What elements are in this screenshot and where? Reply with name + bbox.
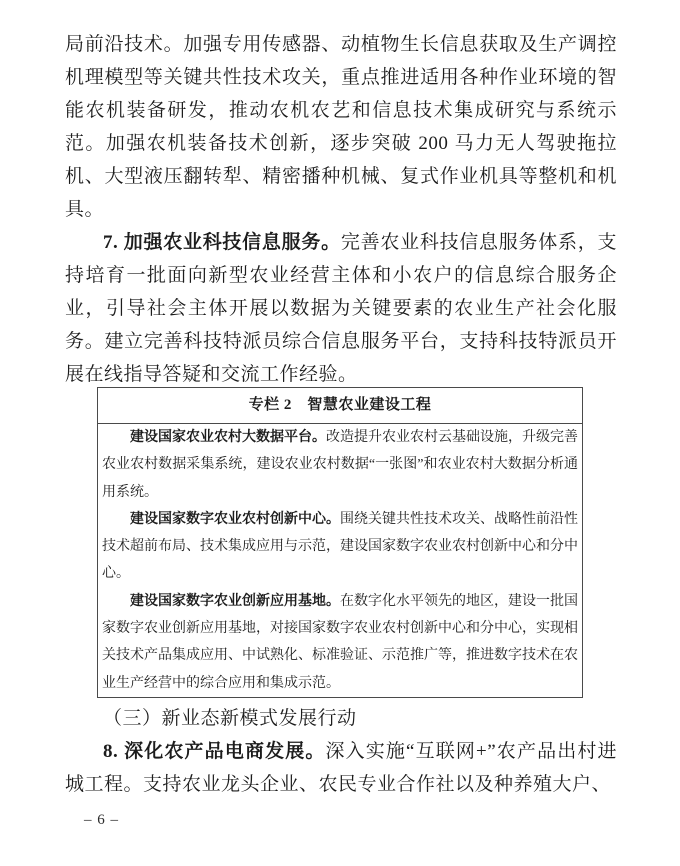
box-body [98,424,582,697]
box-paragraph-2-text: 围绕关键共性技术攻关、战略性前沿性技术超前布局、技术集成应用与示范，建设国家数字农业农村创新中心和分中心。 [102,511,578,582]
special-column-box [97,387,583,698]
page-number: – 6 – [84,812,119,828]
box-paragraph-1 [102,424,578,506]
body-paragraph-7 [65,226,617,391]
box-paragraph-1-lead: 建设国家农业农村大数据平台。 [130,430,326,445]
box-paragraph-2-lead: 建设国家数字农业农村创新中心。 [130,511,340,527]
box-paragraph-3-lead: 建设国家数字农业创新应用基地。 [130,593,340,609]
box-paragraph-2 [102,506,578,588]
box-paragraph-1-text: 改造提升农业农村云基础设施，升级完善农业农村数据采集系统，建设农业农村数据“一张图”和农业农村大数据分析通用系统。 [102,430,578,500]
paragraph-7-lead: 7. 加强农业科技信息服务。 [103,232,341,253]
box-title: 专栏 2 智慧农业建设工程 [98,388,582,424]
box-paragraph-3 [102,588,578,697]
paragraph-8-lead: 8. 深化农产品电商发展。 [103,740,326,762]
body-paragraph-continuation: 局前沿技术。加强专用传感器、动植物生长信息获取及生产调控机理模型等关键共性技术攻关，重点推进适用各种作业环境的智能农机装备研发，推动农机农艺和信息技术集成研究与系统示范。加强农机装备技术创新，逐步突破 200 马力无人驾驶拖拉机、大型液压翻转犁、精密播种机械、复式作业机具等整机和机具。 [65,34,617,220]
body-paragraph-8 [65,735,617,801]
subsection-heading: （三）新业态新模式发展行动 [103,707,357,729]
paragraph-8-text: 深入实施“互联网+”农产品出村进城工程。支持农业龙头企业、农民专业合作社以及种养殖大户、 [65,740,617,795]
box-paragraph-3-text: 在数字化水平领先的地区，建设一批国家数字农业创新应用基地，对接国家数字农业农村创新中心和分中心，实现相关技术产品集成应用、中试熟化、标准验证、示范推广等，推进数字技术在农业生产经营中的综合应用和集成示范。 [102,593,578,691]
paragraph-7-text: 完善农业科技信息服务体系，支持培育一批面向新型农业经营主体和小农户的信息综合服务企业，引导社会主体开展以数据为关键要素的农业生产社会化服务。建立完善科技特派员综合信息服务平台，支持科技特派员开展在线指导答疑和交流工作经验。 [65,232,617,385]
